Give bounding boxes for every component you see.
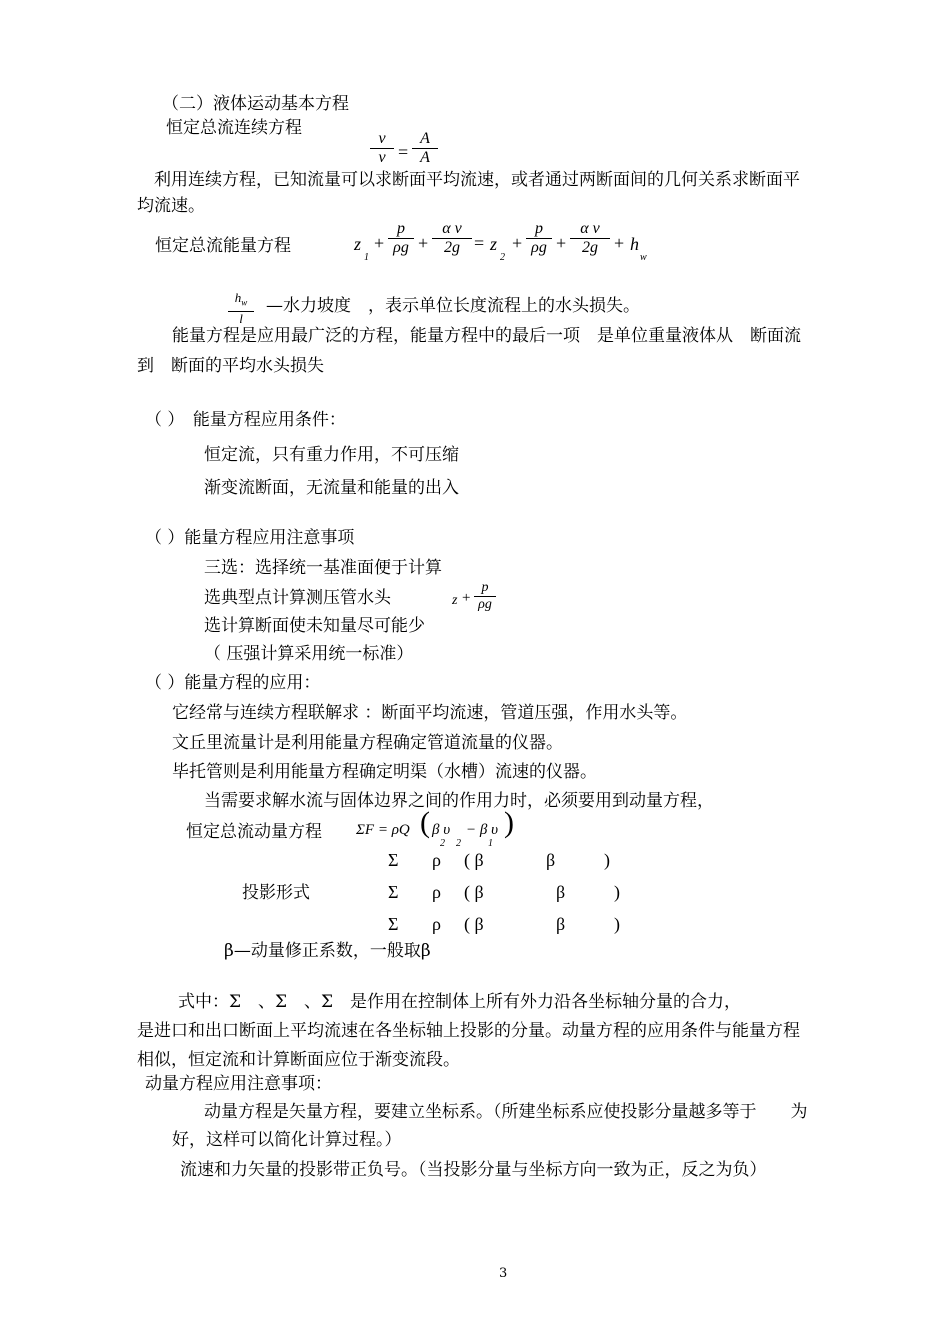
condition-item: 渐变流断面，无流量和能量的出入 [204, 478, 459, 498]
page-number: 3 [499, 1266, 508, 1281]
piezometric-fraction: $\frac{p}{\rho g}$ [474, 580, 496, 613]
continuity-text-cont: 均流速。 [137, 196, 205, 216]
energy-text-cont: 到 断面的平均水头损失 [137, 356, 324, 376]
application-item: 毕托管则是利用能量方程确定明渠（水槽）流速的仪器。 [172, 762, 597, 782]
continuity-title: 恒定总流连续方程 [166, 118, 302, 138]
application-item: 它经常与连续方程联解求 ：断面平均流速，管道压强，作用水头等。 [172, 703, 688, 723]
continuity-text: 利用连续方程，已知流量可以求断面平均流速，或者通过两断面间的几何关系求断面平 [154, 170, 800, 190]
momentum-title: 恒定总流动量方程 [186, 822, 322, 842]
piezometric-z: z [452, 593, 458, 608]
energy-text: 能量方程是应用最广泛的方程，能量方程中的最后一项 是单位重量液体从 断面流 [172, 326, 801, 346]
momentum-note: 动量方程是矢量方程，要建立坐标系。（所建坐标系应使投影分量越多等于 为 [204, 1102, 808, 1122]
momentum-notes-heading: 动量方程应用注意事项： [145, 1074, 332, 1094]
continuity-rhs: $\frac{A}{A}$ [412, 130, 438, 167]
plus-sign: + [462, 590, 471, 606]
explanation-text: 式中：Σ 、Σ 、Σ 是作用在控制体上所有外力沿各坐标轴分量的合力， [178, 992, 742, 1012]
note-item: 三选：选择统一基准面便于计算 [204, 558, 442, 578]
equals-sign: = [398, 142, 409, 162]
explanation-text: 相似，恒定流和计算断面应位于渐变流段。 [137, 1050, 460, 1070]
application-heading: （ ）能量方程的应用： [145, 673, 321, 693]
momentum-intro: 当需要求解水流与固体边界之间的作用力时，必须要用到动量方程， [204, 791, 714, 811]
notes-heading: （ ）能量方程应用注意事项 [145, 528, 355, 548]
beta-note: β—动量修正系数，一般取β [224, 941, 431, 961]
note-item: 选计算断面使未知量尽可能少 [204, 616, 425, 636]
energy-title: 恒定总流能量方程 [155, 236, 291, 256]
application-item: 文丘里流量计是利用能量方程确定管道流量的仪器。 [172, 733, 563, 753]
projection-label: 投影形式 [242, 883, 310, 903]
condition-item: 恒定流，只有重力作用，不可压缩 [204, 445, 459, 465]
hydraulic-slope-fraction: $\frac{h_w}{l}$ [228, 290, 254, 326]
note-item: （ 压强计算采用统一标准） [204, 644, 414, 664]
conditions-heading: （ ） 能量方程应用条件： [145, 410, 346, 430]
hydraulic-slope-text: —水力坡度 ，表示单位长度流程上的水头损失。 [266, 296, 640, 316]
note-item: 选典型点计算测压管水头 [204, 588, 391, 608]
continuity-lhs: $\frac{v}{v}$ [370, 130, 394, 167]
momentum-note-cont: 好，这样可以简化计算过程。） [172, 1130, 402, 1150]
momentum-note: 流速和力矢量的投影带正负号。（当投影分量与坐标方向一致为正，反之为负） [180, 1160, 767, 1180]
explanation-text: 是进口和出口断面上平均流速在各坐标轴上投影的分量。动量方程的应用条件与能量方程 [137, 1021, 800, 1041]
section-heading: （二）液体运动基本方程 [162, 94, 349, 114]
